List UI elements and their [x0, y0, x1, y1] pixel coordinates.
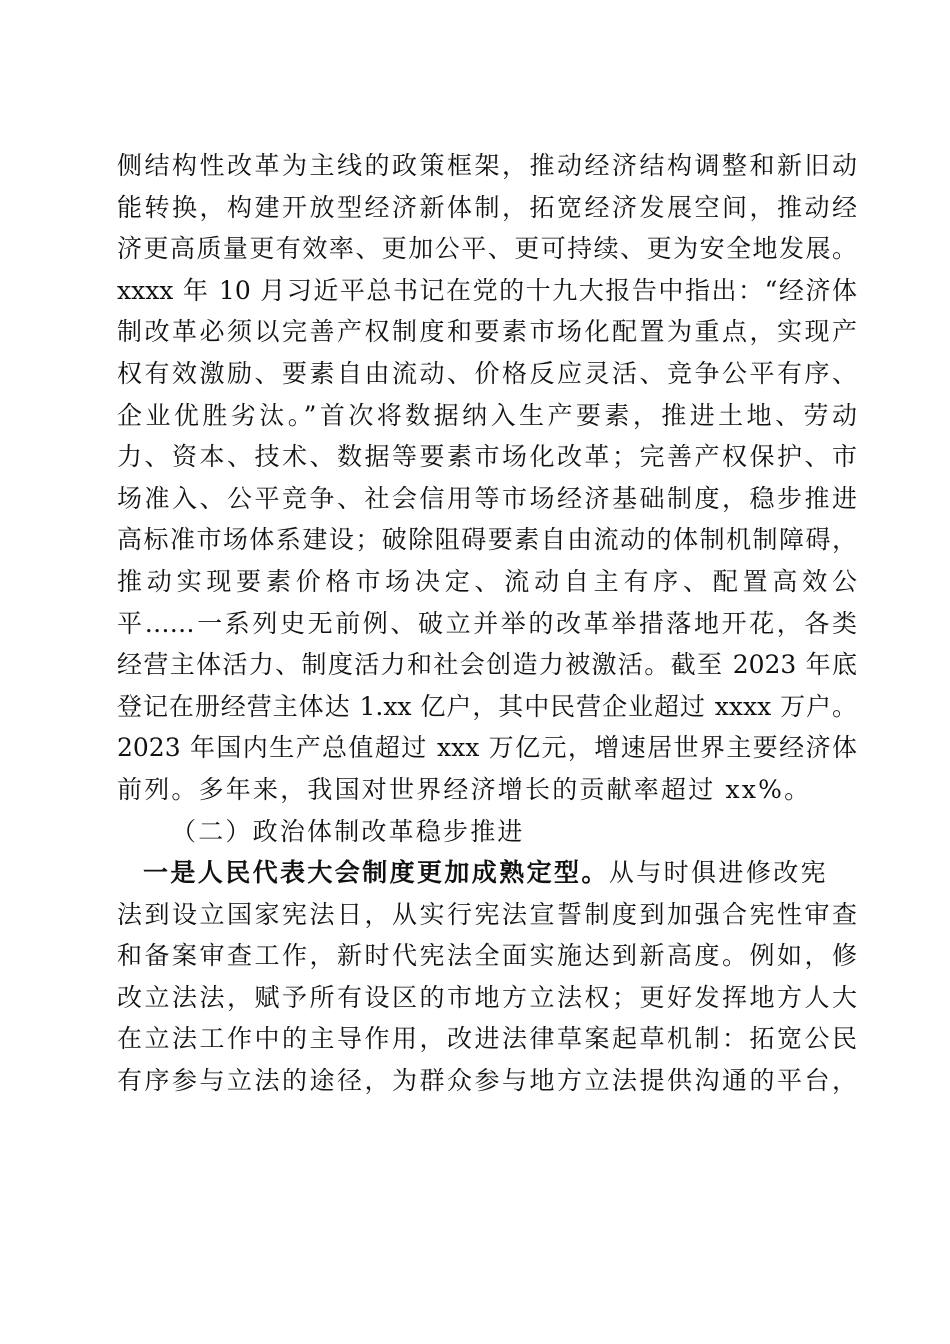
- text-line: 和备案审查工作，新时代宪法全面实施达到新高度。例如，修: [117, 941, 857, 971]
- text-line: 侧结构性改革为主线的政策框架，推动经济结构调整和新旧动: [117, 151, 857, 180]
- text-line: 制改革必须以完善产权制度和要素市场化配置为重点，实现产: [117, 317, 857, 347]
- text-line: 推动实现要素价格市场决定、流动自主有序、配置高效公: [117, 566, 857, 596]
- paragraph-economic-reform: [117, 270, 857, 811]
- text-line: 2023 年国内生产总值超过 xxx 万亿元，增速居世界主要经济体: [117, 733, 857, 763]
- text-line: 能转换，构建开放型经济新体制，拓宽经济发展空间，推动经: [117, 192, 857, 222]
- paragraph-economic-structure: [117, 145, 857, 270]
- paragraph-political-reform: [117, 852, 857, 1102]
- document-body: [117, 145, 857, 1102]
- text-line: 改立法法，赋予所有设区的市地方立法权；更好发挥地方人大: [117, 982, 857, 1012]
- text-line: 经营主体活力、制度活力和社会创造力被激活。截至 2023 年底: [117, 650, 857, 680]
- section-heading: （二）政治体制改革稳步推进: [171, 816, 525, 846]
- text-line: 平……一系列史无前例、破立并举的改革举措落地开花，各类: [117, 608, 857, 638]
- text-line: 法到设立国家宪法日，从实行宪法宣誓制度到加强合宪性审查: [117, 899, 857, 929]
- text-line: 登记在册经营主体达 1.xx 亿户，其中民营企业超过 xxxx 万户。: [117, 691, 857, 721]
- text-line: 高标准市场体系建设；破除阻碍要素自由流动的体制机制障碍，: [117, 525, 857, 555]
- text-line: 力、资本、技术、数据等要素市场化改革；完善产权保护、市: [117, 442, 857, 472]
- lead-continuation: 从与时俱进修改宪: [608, 858, 829, 888]
- text-line: 场准入、公平竞争、社会信用等市场经济基础制度，稳步推进: [117, 483, 857, 513]
- text-line: 前列。多年来，我国对世界经济增长的贡献率超过 xx%。: [117, 774, 812, 804]
- text-line: xxxx 年 10 月习近平总书记在党的十九大报告中指出：“经济体: [117, 275, 857, 305]
- text-line: 济更高质量更有效率、更加公平、更可持续、更为安全地发展。: [117, 234, 857, 264]
- text-line: 企业优胜劣汰。”首次将数据纳入生产要素，推进土地、劳动: [117, 400, 857, 430]
- text-line: 权有效激励、要素自由流动、价格反应灵活、竞争公平有序、: [117, 358, 857, 388]
- text-line: 有序参与立法的途径，为群众参与地方立法提供沟通的平台，: [117, 1066, 857, 1096]
- text-line: 在立法工作中的主导作用，改进法律草案起草机制：拓宽公民: [117, 1024, 857, 1054]
- lead-sentence: 一是人民代表大会制度更加成熟定型。: [143, 858, 609, 888]
- text-line: [117, 852, 857, 894]
